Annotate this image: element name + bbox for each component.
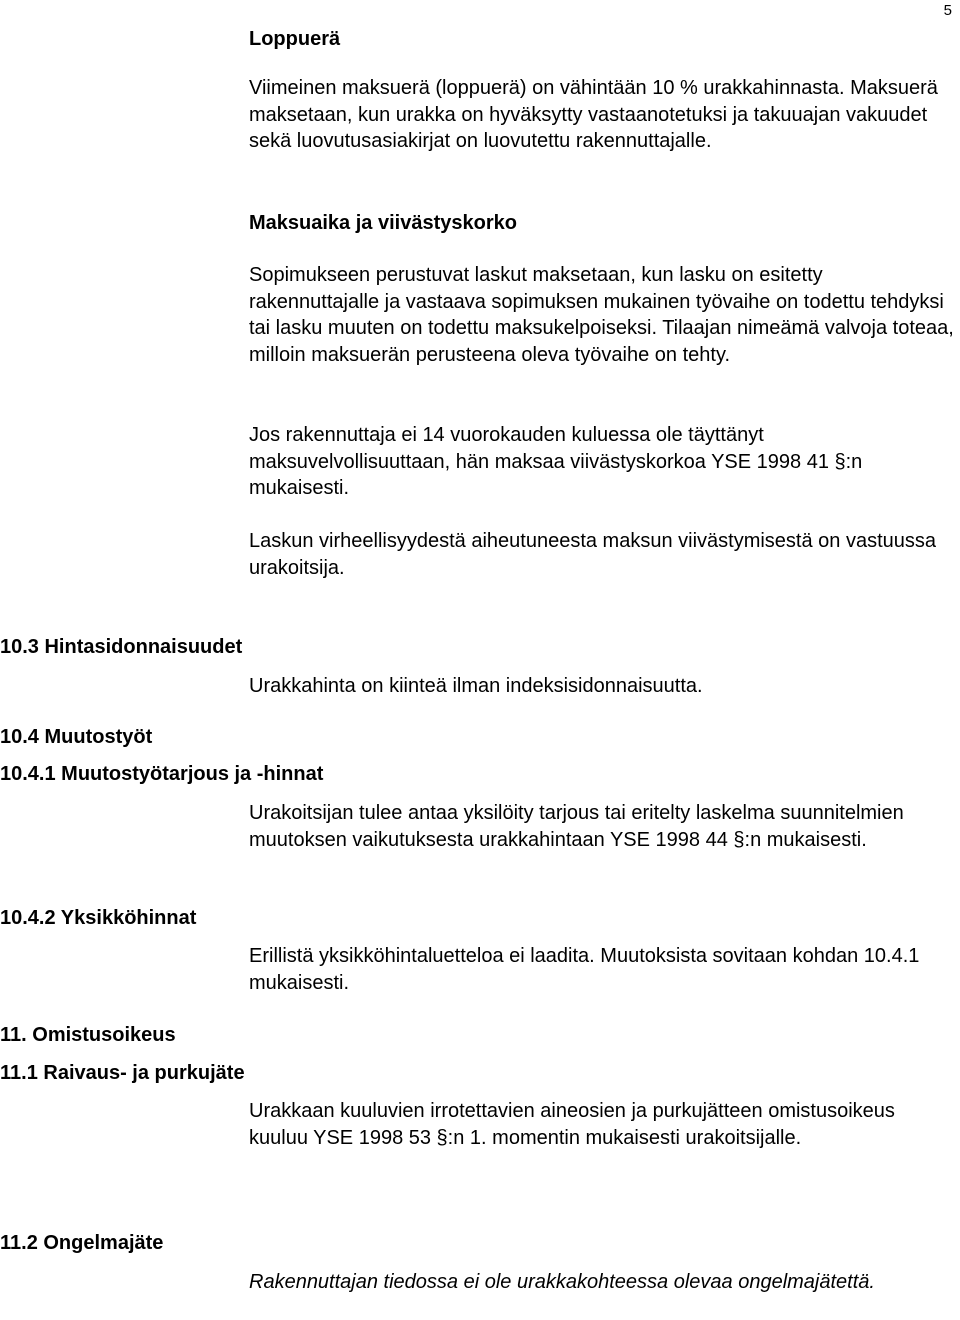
section-heading-10-4: 10.4 Muutostyöt [0,726,153,748]
section-heading-10-4-2: 10.4.2 Yksikköhinnat [0,907,197,929]
section-heading-11-1: 11.1 Raivaus- ja purkujäte [0,1062,245,1084]
paragraph-11-1: Urakkaan kuuluvien irrotettavien aineosien ja purkujätteen omistusoikeus kuuluu YSE 1998 53 §:n 1. momentin mukaisesti urakoitsijalle. [249,1100,895,1149]
paragraph-maksuaika-3: Laskun virheellisyydestä aiheutuneesta maksun viivästymisestä on vastuussa urakoitsija. [249,530,937,579]
paragraph-10-3: Urakkahinta on kiinteä ilman indeksisidonnaisuutta. [249,675,703,697]
section-heading-maksuaika: Maksuaika ja viivästyskorko [249,212,517,234]
section-heading-11: 11. Omistusoikeus [0,1024,176,1046]
paragraph-loppuera: Viimeinen maksuerä (loppuerä) on vähintään 10 % urakkahinnasta. Maksuerä maksetaan, kun urakka on hyväksytty vastaanotetuksi ja takuuajan vakuudet sekä luovutusasiakirjat on luovutettu rakennuttajalle. [249,77,938,152]
section-heading-10-3: 10.3 Hintasidonnaisuudet [0,636,243,658]
paragraph-11-2: Rakennuttajan tiedossa ei ole urakkakohteessa olevaa ongelmajätettä. [249,1271,875,1293]
page-number: 5 [943,2,952,19]
section-heading-10-4-1: 10.4.1 Muutostyötarjous ja -hinnat [0,763,324,785]
paragraph-10-4-2: Erillistä yksikköhintaluetteloa ei laadita. Muutoksista sovitaan kohdan 10.4.1 mukaisesti. [249,945,920,994]
section-heading-11-2: 11.2 Ongelmajäte [0,1232,164,1254]
paragraph-maksuaika-2: Jos rakennuttaja ei 14 vuorokauden kuluessa ole täyttänyt maksuvelvollisuuttaan, hän maksaa viivästyskorkoa YSE 1998 41 §:n mukaisesti. [249,424,863,499]
paragraph-maksuaika-1: Sopimukseen perustuvat laskut maksetaan, kun lasku on esitetty rakennuttajalle ja vastaava sopimuksen mukainen työvaihe on todettu tehdyksi tai lasku muuten on todettu maksukelpoiseksi. Tilaajan nimeämä valvoja toteaa, milloin maksuerän perusteena oleva työvaihe on tehty. [249,264,954,366]
paragraph-10-4-1: Urakoitsijan tulee antaa yksilöity tarjous tai eritelty laskelma suunnitelmien muutoksen vaikutuksesta urakkahintaan YSE 1998 44 §:n mukaisesti. [249,802,904,851]
section-heading-loppuera: Loppuerä [249,28,341,50]
